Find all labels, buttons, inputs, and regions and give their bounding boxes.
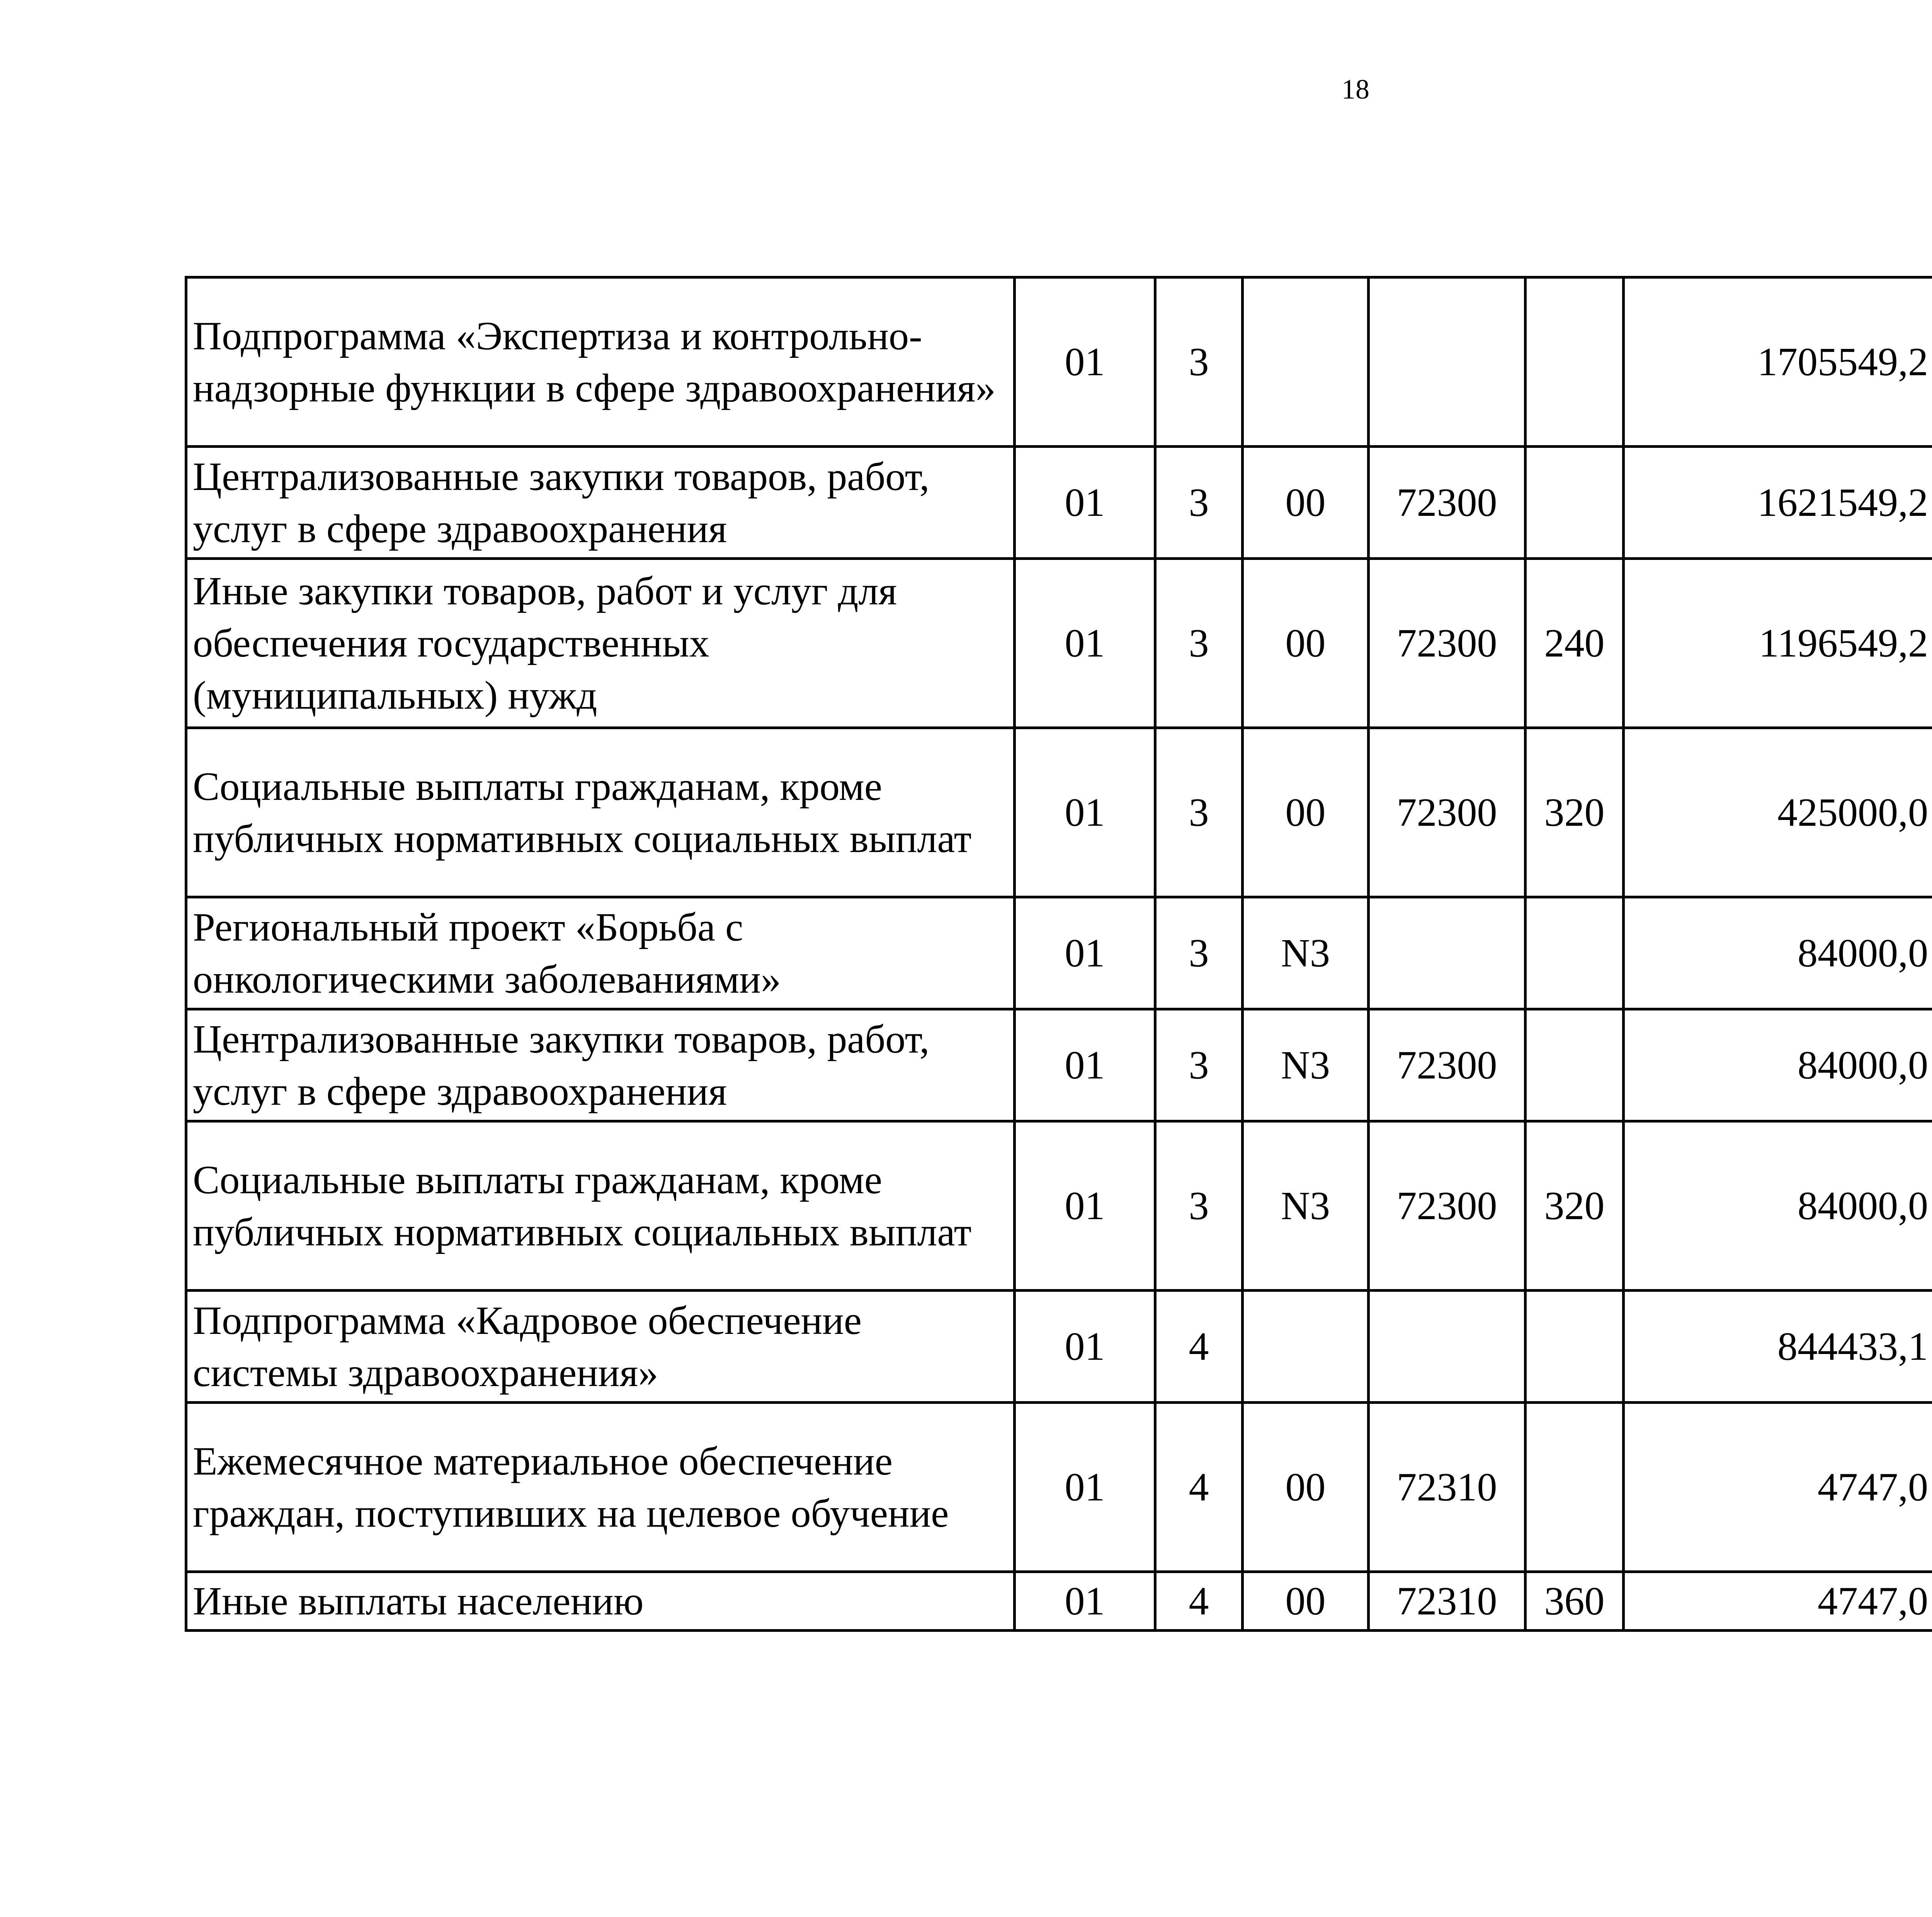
year1-amount-cell: 1705549,2 [1624, 277, 1932, 447]
year1-amount-cell: 1196549,2 [1624, 559, 1932, 728]
subprogram-code-cell: 3 [1155, 1121, 1243, 1291]
subprogram-code-cell: 3 [1155, 447, 1243, 559]
program-code-cell: 01 [1015, 1403, 1155, 1572]
direction-code-cell [1369, 1291, 1526, 1403]
expense-type-cell [1526, 1403, 1624, 1572]
year1-amount-cell: 84000,0 [1624, 1121, 1932, 1291]
row-name-cell: Ежемесячное материальное обеспечение граждан, поступивших на целевое обучение [186, 1403, 1015, 1572]
target-code-cell: 00 [1243, 1403, 1369, 1572]
table-row [186, 897, 1932, 1009]
direction-code-cell [1369, 277, 1526, 447]
year1-amount-cell: 844433,1 [1624, 1291, 1932, 1403]
direction-code-cell: 72300 [1369, 559, 1526, 728]
year1-amount-cell: 425000,0 [1624, 728, 1932, 897]
program-code-cell: 01 [1015, 1572, 1155, 1631]
direction-code-cell: 72310 [1369, 1572, 1526, 1631]
year1-amount-cell: 4747,0 [1624, 1403, 1932, 1572]
target-code-cell: 00 [1243, 559, 1369, 728]
subprogram-code-cell: 3 [1155, 559, 1243, 728]
target-code-cell [1243, 277, 1369, 447]
direction-code-cell [1369, 897, 1526, 1009]
subprogram-code-cell: 4 [1155, 1403, 1243, 1572]
year1-amount-cell: 84000,0 [1624, 897, 1932, 1009]
row-name-cell: Социальные выплаты гражданам, кроме публичных нормативных социальных выплат [186, 728, 1015, 897]
target-code-cell: 00 [1243, 447, 1369, 559]
target-code-cell: 00 [1243, 1572, 1369, 1631]
program-code-cell: 01 [1015, 559, 1155, 728]
row-name-cell: Подпрограмма «Экспертиза и контрольно-надзорные функции в сфере здравоохранения» [186, 277, 1015, 447]
expense-type-cell [1526, 1291, 1624, 1403]
program-code-cell: 01 [1015, 1121, 1155, 1291]
page-number: 18 [1342, 74, 1369, 105]
expense-type-cell [1526, 897, 1624, 1009]
table-row [186, 728, 1932, 897]
subprogram-code-cell: 3 [1155, 897, 1243, 1009]
year1-amount-cell: 1621549,2 [1624, 447, 1932, 559]
target-code-cell: 00 [1243, 728, 1369, 897]
row-name-cell: Иные выплаты населению [186, 1572, 1015, 1631]
table-row [186, 1572, 1932, 1631]
table-row [186, 1291, 1932, 1403]
expense-type-cell [1526, 447, 1624, 559]
expense-type-cell: 240 [1526, 559, 1624, 728]
table-row [186, 1121, 1932, 1291]
program-code-cell: 01 [1015, 897, 1155, 1009]
direction-code-cell: 72310 [1369, 1403, 1526, 1572]
target-code-cell: N3 [1243, 1009, 1369, 1121]
row-name-cell: Подпрограмма «Кадровое обеспечение системы здравоохранения» [186, 1291, 1015, 1403]
program-code-cell: 01 [1015, 1291, 1155, 1403]
subprogram-code-cell: 4 [1155, 1291, 1243, 1403]
row-name-cell: Социальные выплаты гражданам, кроме публичных нормативных социальных выплат [186, 1121, 1015, 1291]
expense-type-cell: 320 [1526, 1121, 1624, 1291]
row-name-cell: Региональный проект «Борьба с онкологическими заболеваниями» [186, 897, 1015, 1009]
row-name-cell: Иные закупки товаров, работ и услуг для обеспечения государственных (муниципальных) нужд [186, 559, 1015, 728]
subprogram-code-cell: 3 [1155, 1009, 1243, 1121]
target-code-cell [1243, 1291, 1369, 1403]
row-name-cell: Централизованные закупки товаров, работ, услуг в сфере здравоохранения [186, 447, 1015, 559]
direction-code-cell: 72300 [1369, 728, 1526, 897]
year1-amount-cell: 4747,0 [1624, 1572, 1932, 1631]
budget-table [185, 276, 1932, 1632]
table-row [186, 559, 1932, 728]
row-name-cell: Централизованные закупки товаров, работ, услуг в сфере здравоохранения [186, 1009, 1015, 1121]
table-row [186, 277, 1932, 447]
expense-type-cell: 320 [1526, 728, 1624, 897]
target-code-cell: N3 [1243, 1121, 1369, 1291]
table-row [186, 1403, 1932, 1572]
subprogram-code-cell: 3 [1155, 728, 1243, 897]
year1-amount-cell: 84000,0 [1624, 1009, 1932, 1121]
direction-code-cell: 72300 [1369, 1009, 1526, 1121]
table-row [186, 1009, 1932, 1121]
program-code-cell: 01 [1015, 447, 1155, 559]
program-code-cell: 01 [1015, 728, 1155, 897]
direction-code-cell: 72300 [1369, 447, 1526, 559]
expense-type-cell: 360 [1526, 1572, 1624, 1631]
expense-type-cell [1526, 1009, 1624, 1121]
expense-type-cell [1526, 277, 1624, 447]
table-row [186, 447, 1932, 559]
direction-code-cell: 72300 [1369, 1121, 1526, 1291]
program-code-cell: 01 [1015, 1009, 1155, 1121]
subprogram-code-cell: 4 [1155, 1572, 1243, 1631]
target-code-cell: N3 [1243, 897, 1369, 1009]
program-code-cell: 01 [1015, 277, 1155, 447]
subprogram-code-cell: 3 [1155, 277, 1243, 447]
